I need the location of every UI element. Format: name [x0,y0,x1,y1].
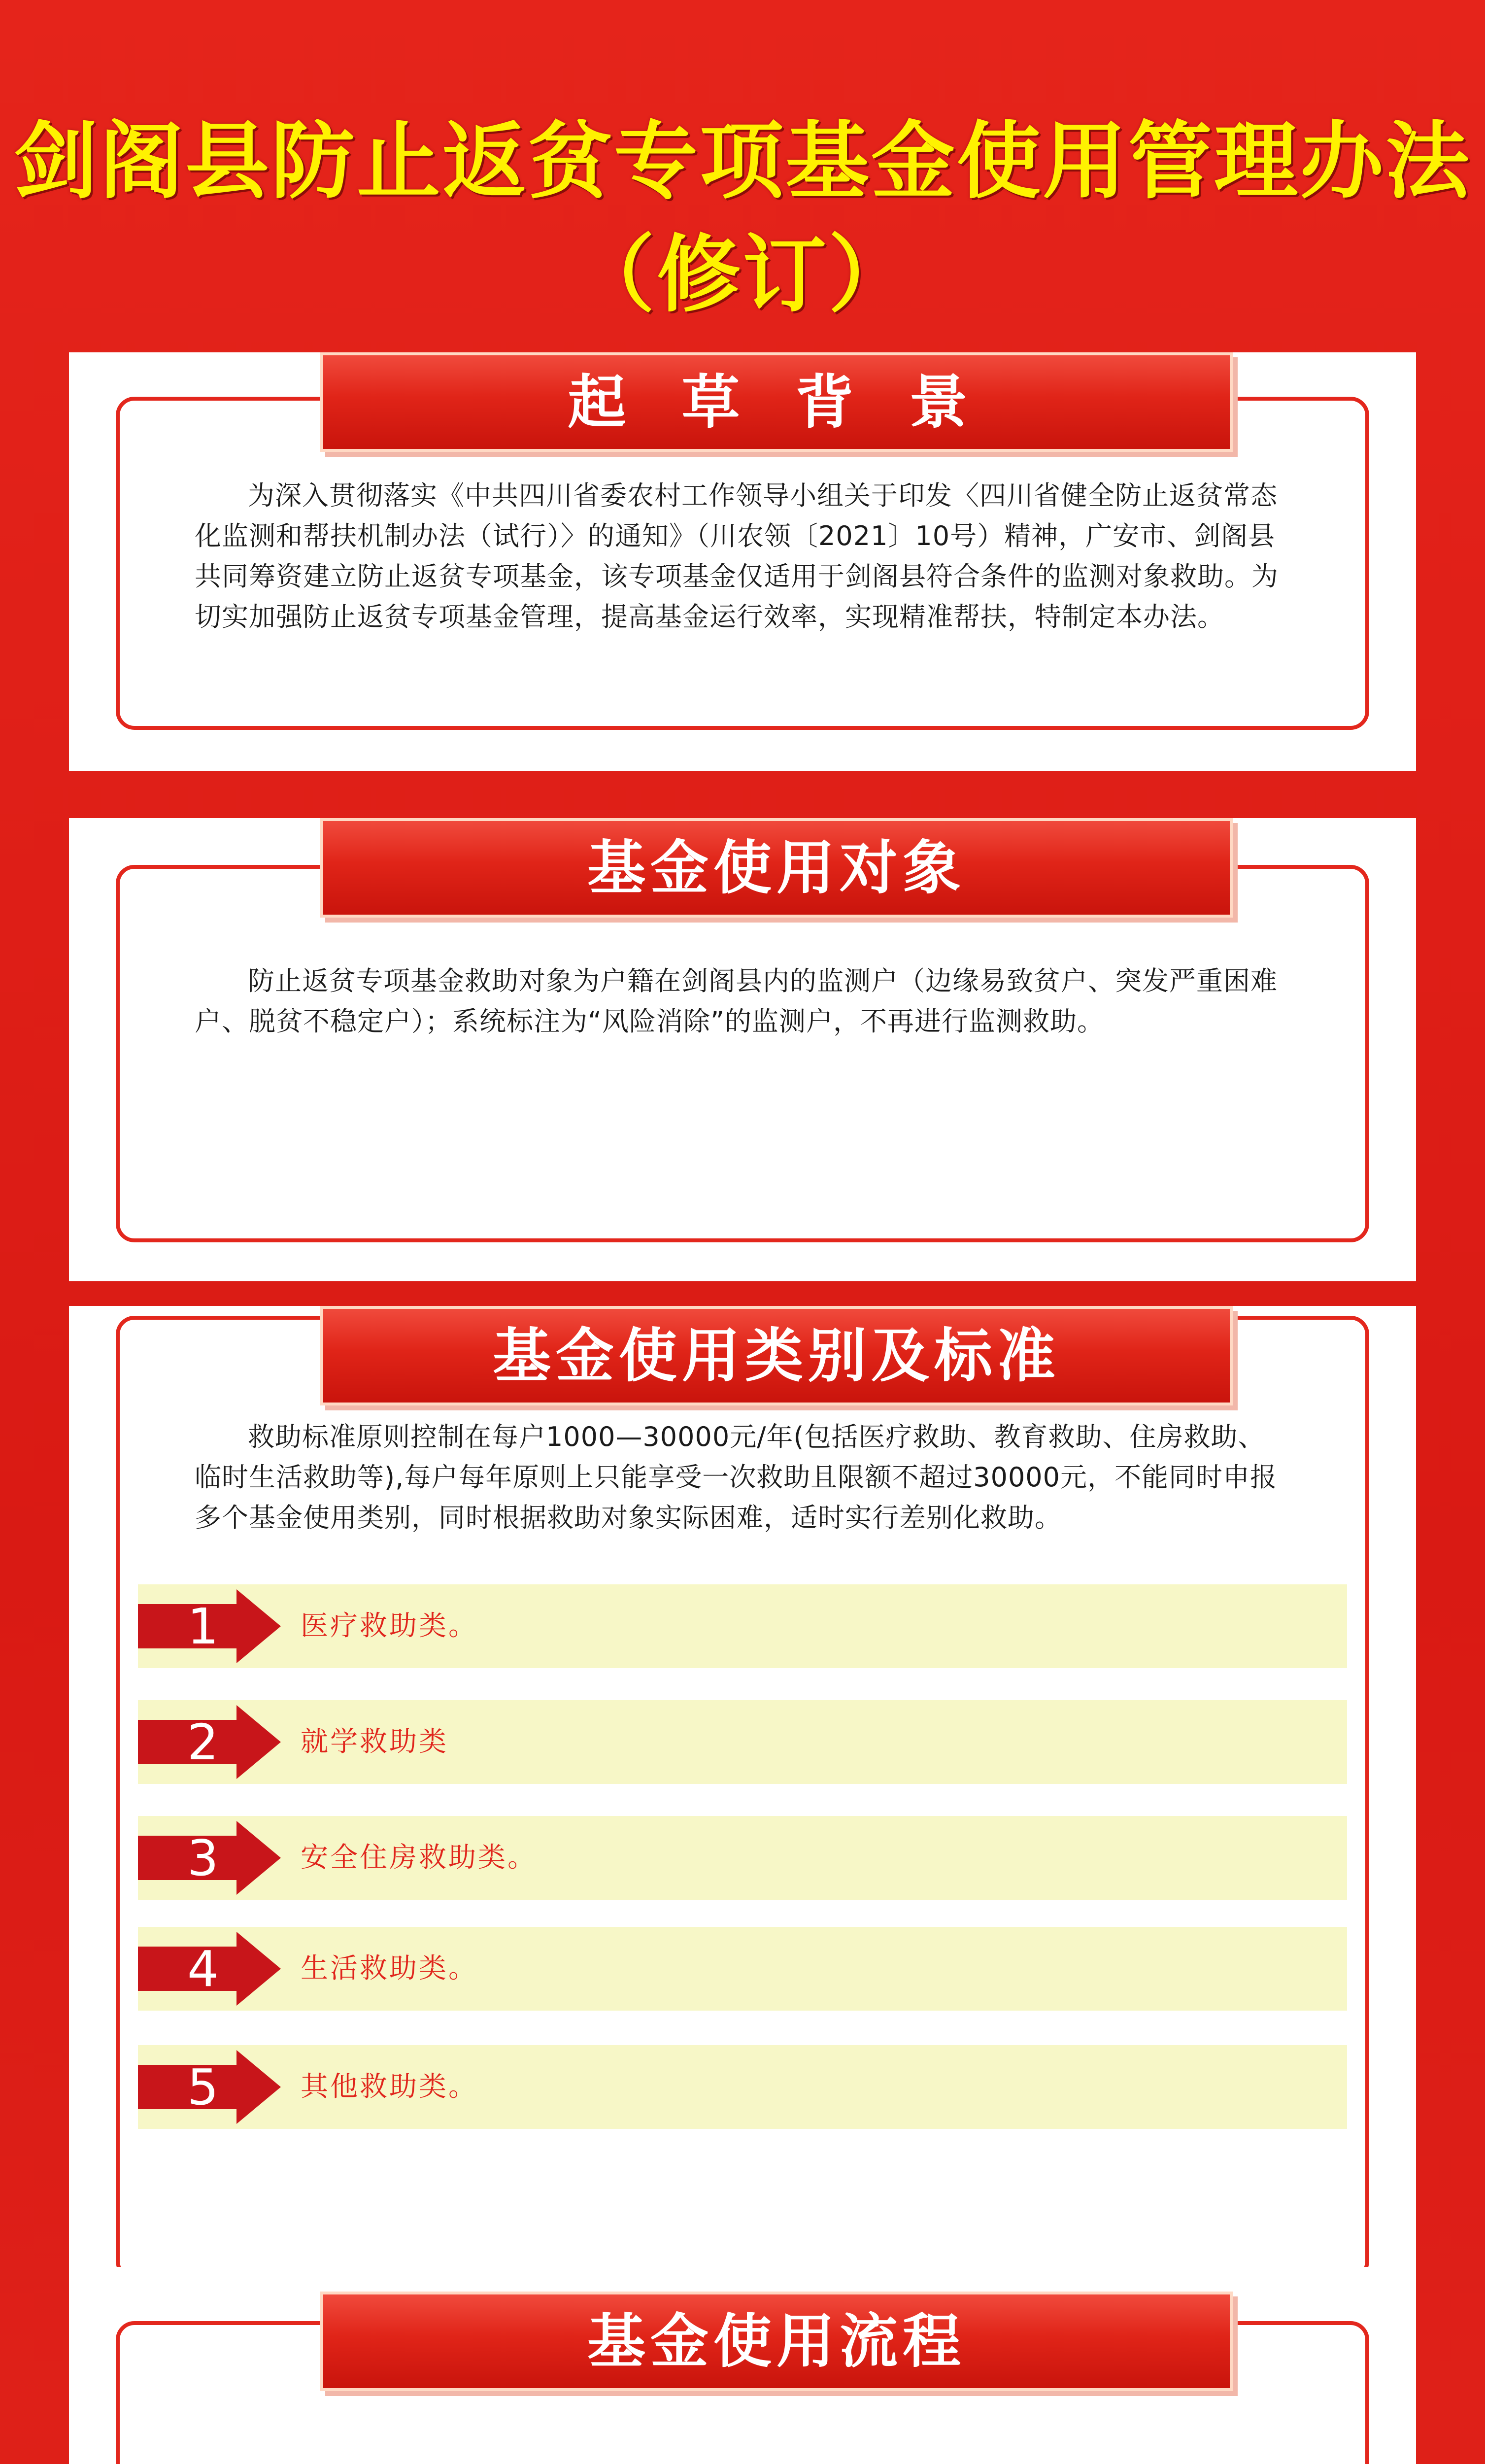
target-heading: 基金使用对象 [320,818,1233,918]
arrow-icon [138,1816,296,1900]
target-text: 防止返贫专项基金救助对象为户籍在剑阁县内的监测户（边缘易致贫户、突发严重困难户、脱贫不稳定户）；系统标注为“风险消除”的监测户，不再进行监测救助。 [195,965,1278,1037]
categories-text: 救助标准原则控制在每户1000—30000元/年(包括医疗救助、教育救助、住房救助、临时生活救助等),每户每年原则上只能享受一次救助且限额不超过30000元，不能同时申报多个基金使用类别，同时根据救助对象实际困难，适时实行差别化救助。 [195,1421,1278,1533]
category-number: 3 [187,1829,219,1887]
background-heading: 起 草 背 景 [320,352,1233,452]
target-panel [69,818,1416,1281]
category-row-3 [138,1816,1347,1900]
target-frame [116,865,1369,1242]
category-row-2 [138,1700,1347,1784]
category-label: 其他救助类。 [301,2071,478,2103]
category-number: 2 [187,1713,219,1771]
category-number: 5 [187,2058,219,2116]
background-panel [69,352,1416,771]
arrow-icon [138,2045,296,2129]
arrow-icon [138,1584,296,1668]
category-label: 医疗救助类。 [301,1610,478,1642]
process-text [195,2459,1290,2464]
category-number: 1 [187,1598,219,1655]
category-label: 就学救助类 [301,1726,448,1758]
category-label: 生活救助类。 [301,1952,478,1985]
category-row-1 [138,1584,1347,1668]
category-label: 安全住房救助类。 [301,1842,537,1874]
arrow-icon [138,1700,296,1784]
process-heading: 基金使用流程 [320,2292,1233,2391]
page-subtitle: （修订） [571,225,914,324]
page-title: 剑阁县防止返贫专项基金使用管理办法 [13,112,1471,210]
category-row-4 [138,1927,1347,2011]
categories-panel [69,1306,1416,2294]
arrow-icon [138,1927,296,2011]
process-panel [69,2267,1416,2464]
background-text: 为深入贯彻落实《中共四川省委农村工作领导小组关于印发〈四川省健全防止返贫常态化监测和帮扶机制办法（试行）〉的通知》（川农领〔2021〕10号）精神，广安市、剑阁县共同筹资建立防止返贫专项基金，该专项基金仅适用于剑阁县符合条件的监测对象救助。为切实加强防止返贫专项基金管理，提高基金运行效率，实现精准帮扶，特制定本办法。 [195,480,1279,632]
category-row-5 [138,2045,1347,2129]
category-number: 4 [187,1940,219,1998]
categories-heading: 基金使用类别及标准 [320,1306,1233,1405]
